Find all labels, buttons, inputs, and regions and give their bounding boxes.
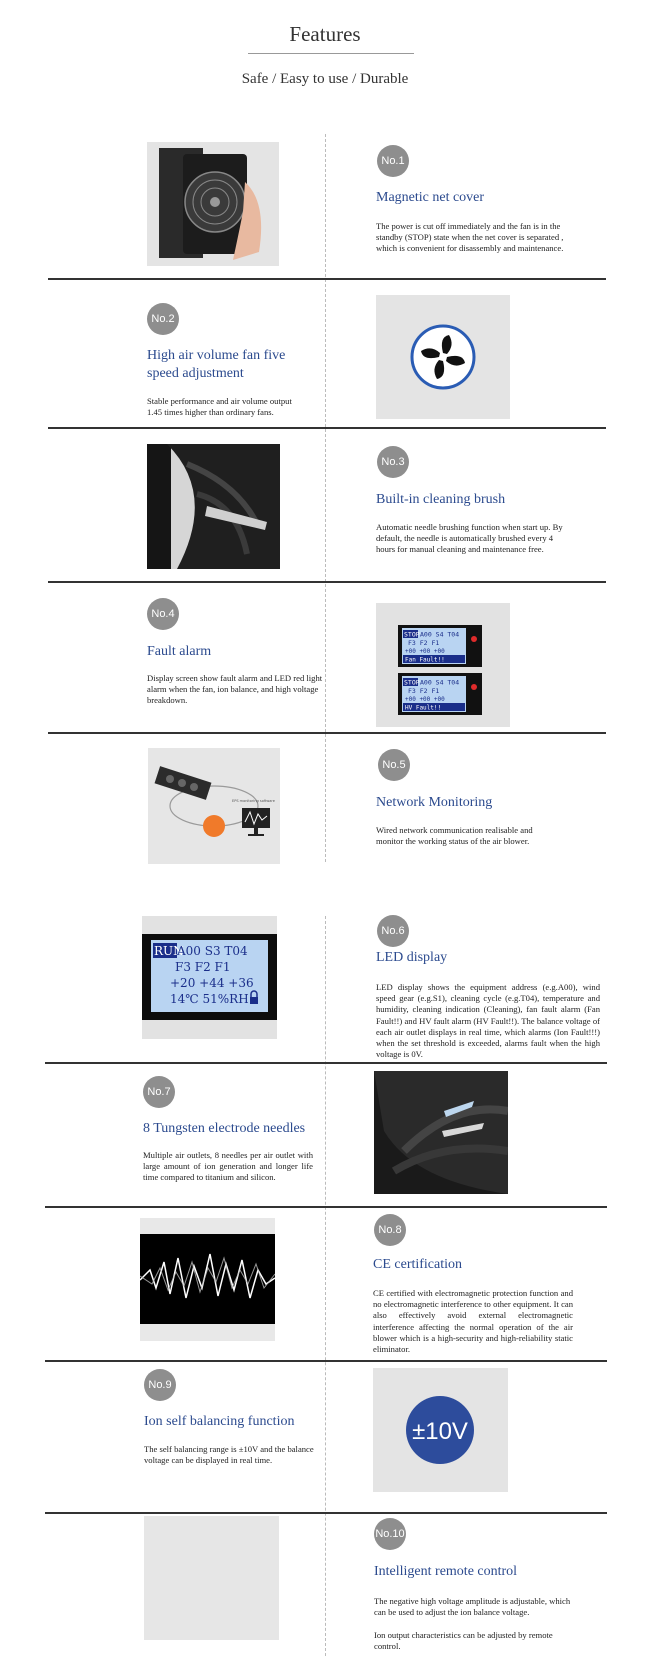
badge-no4: No.4	[147, 598, 179, 630]
feature-title: Fault alarm	[147, 644, 212, 659]
badge-no9: No.9	[144, 1369, 176, 1401]
svg-text:A00 S3 T04: A00 S3 T04	[177, 944, 248, 958]
svg-text:F3 F2 F1: F3 F2 F1	[408, 687, 440, 695]
svg-text:A00 S4 T04: A00 S4 T04	[420, 678, 460, 687]
feature-title: LED display	[376, 950, 448, 965]
fault-alarm-displays-image	[376, 603, 510, 727]
svg-text:F3 F2 F1: F3 F2 F1	[408, 639, 440, 647]
lcd-panel-1	[398, 625, 482, 667]
feature-description-extra: Ion output characteristics can be adjusted by remote control.	[374, 1630, 553, 1652]
section-divider	[45, 1206, 607, 1208]
svg-text:+00 +00 +00: +00 +00 +00	[405, 648, 445, 655]
ce-interference-image	[140, 1218, 275, 1341]
svg-text:HV Fault!!: HV Fault!!	[405, 704, 442, 712]
svg-text:+20 +44 +36: +20 +44 +36	[170, 976, 254, 990]
magnetic-cover-photo	[147, 142, 279, 266]
feature-title: CE certification	[373, 1257, 463, 1272]
section-divider	[48, 581, 606, 583]
feature-description: The self balancing range is ±10V and the balance voltage can be displayed in real time.	[144, 1444, 314, 1466]
led-display-image	[142, 916, 277, 1039]
badge-no3: No.3	[377, 446, 409, 478]
section-divider	[48, 732, 606, 734]
svg-text:14℃ 51%RH: 14℃ 51%RH	[170, 992, 249, 1006]
svg-text:STOP: STOP	[404, 678, 420, 687]
feature-description: Display screen show fault alarm and LED red light alarm when the fan, ion balance, and high voltage breakdown.	[147, 673, 323, 706]
badge-no6: No.6	[377, 915, 409, 947]
cleaning-brush-photo	[147, 444, 280, 569]
center-divider-bottom	[325, 916, 326, 1656]
badge-no7: No.7	[143, 1076, 175, 1108]
badge-no5: No.5	[378, 749, 410, 781]
svg-text:STOP: STOP	[404, 630, 420, 639]
feature-title: Intelligent remote control	[374, 1564, 518, 1579]
feature-title: Built-in cleaning brush	[376, 492, 506, 507]
feature-description: LED display shows the equipment address (e.g.A00), wind speed gear (e.g.S1), cleaning cycle (e.g.T04), temperature and humidity, cleaning indication (Cleaning), fan fault alarm (Fan Fault!!) and HV fault alarm (HV Fault!!). The balance voltage of each air outlet displays in real time, which alarms (Ion Fault!!!) when the set threshold is exceeded, alarms fault when the high voltage is 0V.	[376, 982, 600, 1060]
badge-no8: No.8	[374, 1214, 406, 1246]
feature-description: The power is cut off immediately and the fan is in the standby (STOP) state when the net cover is separated , which is convenient for disassembly and maintenance.	[376, 221, 564, 254]
tungsten-needle-photo	[374, 1071, 508, 1194]
feature-description: Wired network communication realisable and monitor the working status of the air blower.	[376, 825, 533, 847]
remote-control-image	[144, 1516, 279, 1640]
section-divider	[45, 1062, 607, 1064]
svg-text:EPS monitoring software: EPS monitoring software	[232, 799, 275, 803]
section-divider	[45, 1360, 607, 1362]
lcd-panel-2	[398, 673, 482, 715]
svg-text:Fan Fault!!: Fan Fault!!	[405, 656, 445, 664]
feature-title: Network Monitoring	[376, 795, 493, 810]
feature-description: Automatic needle brushing function when start up. By default, the needle is automatically brushed every 4 hours for manual cleaning and maintenance free.	[376, 522, 563, 555]
svg-text:F3 F2 F1: F3 F2 F1	[175, 960, 231, 974]
title-divider	[248, 53, 414, 54]
fan-speed-icon-image	[376, 295, 510, 419]
feature-description: The negative high voltage amplitude is adjustable, which can be used to adjust the ion balance voltage.	[374, 1596, 571, 1618]
badge-no2: No.2	[147, 303, 179, 335]
badge-no1: No.1	[377, 145, 409, 177]
page-title: Features	[289, 22, 361, 46]
svg-text:A00 S4 T04: A00 S4 T04	[420, 630, 460, 639]
feature-title: High air volume fan five speed adjustment	[147, 348, 286, 381]
section-divider	[48, 278, 606, 280]
svg-text:RUN: RUN	[154, 944, 184, 958]
feature-title: Ion self balancing function	[144, 1414, 295, 1429]
feature-description: Stable performance and air volume output 1.45 times higher than ordinary fans.	[147, 396, 292, 418]
section-divider	[45, 1512, 607, 1514]
feature-description: CE certified with electromagnetic protection function and no electromagnetic interference to other equipment. It can also effectively avoid external electromagnetic interference affecting the normal operation of the air blower which is a high-security and high-reliability static eliminator.	[373, 1288, 573, 1355]
page-subtitle: Safe / Easy to use / Durable	[241, 71, 409, 87]
section-divider	[48, 427, 606, 429]
voltage-balance-image	[373, 1368, 508, 1492]
network-monitoring-diagram	[148, 748, 280, 864]
feature-title: 8 Tungsten electrode needles	[143, 1121, 306, 1136]
feature-title: Magnetic net cover	[376, 190, 485, 205]
svg-text:+00 +00 +00: +00 +00 +00	[405, 696, 445, 703]
feature-description: Multiple air outlets, 8 needles per air outlet with large amount of ion generation and longer life time compared to titanium and silicon.	[143, 1150, 313, 1183]
badge-no10: No.10	[374, 1518, 406, 1550]
svg-text:±10V: ±10V	[412, 1418, 468, 1445]
center-divider-top	[325, 134, 326, 862]
